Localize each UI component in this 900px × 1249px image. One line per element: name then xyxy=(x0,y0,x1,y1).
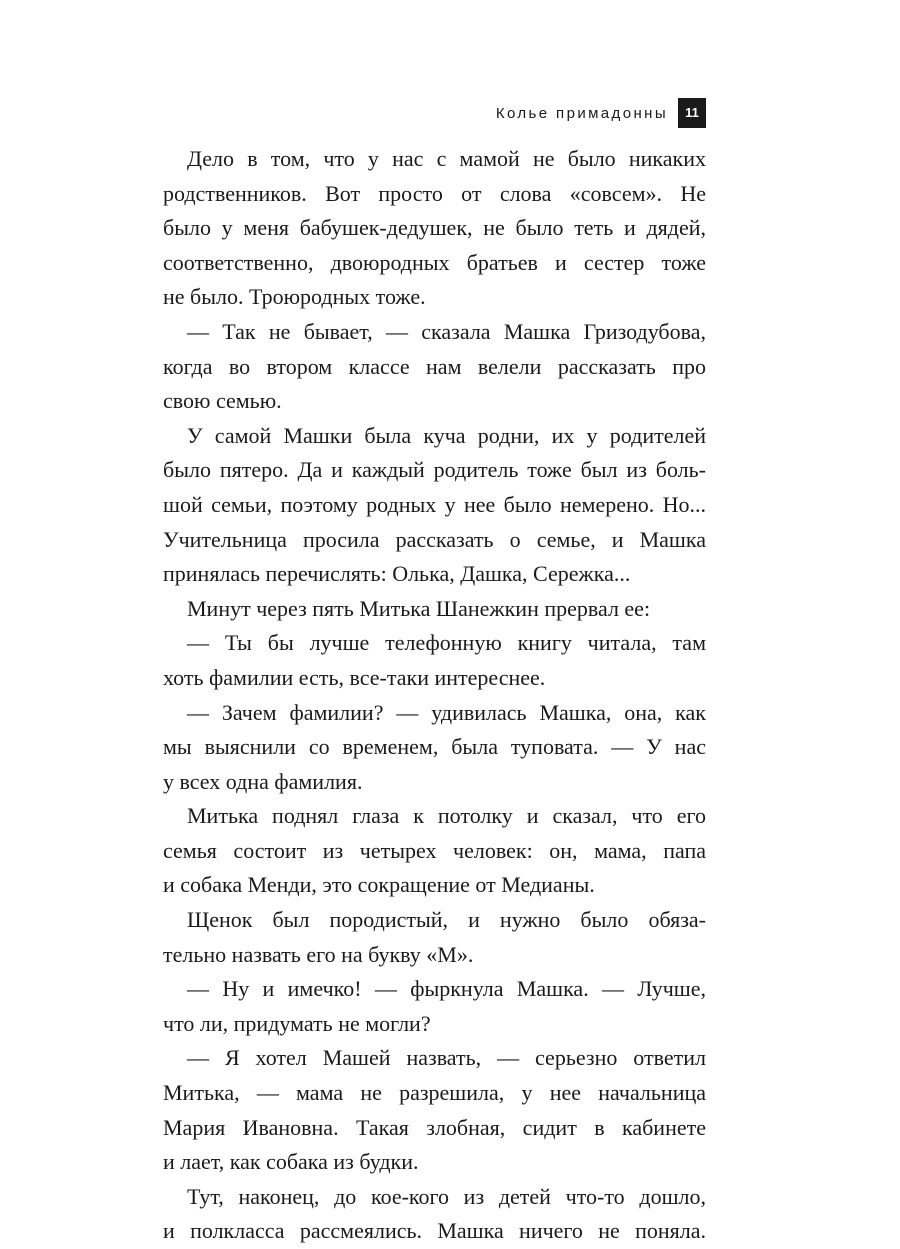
text-line: у всех одна фамилия. xyxy=(163,768,363,794)
body-text xyxy=(163,142,706,1249)
running-title: Колье примадонны xyxy=(495,105,668,122)
text-line: и лает, как собака из будки. xyxy=(163,1149,419,1175)
text-line: Митька поднял глаза к потолку и сказал, что его xyxy=(187,803,706,829)
text-line: — Ну и имечко! — фыркнула Машка. — Лучше, xyxy=(187,976,706,1002)
text-line: — Так не бывает, — сказала Машка Гризодубова, xyxy=(187,318,706,344)
text-line: шой семьи, поэтому родных у нее было немерено. Но... xyxy=(163,491,706,517)
text-line: Митька, — мама не разрешила, у нее начальница xyxy=(163,1080,706,1106)
text-line: Учительница просила рассказать о семье, и Машка xyxy=(163,526,706,552)
page-number: 11 xyxy=(678,98,706,128)
text-line: принялась перечислять: Олька, Дашка, Сережка... xyxy=(163,561,631,587)
text-line: — Зачем фамилии? — удивилась Машка, она, как xyxy=(187,699,706,725)
text-line: Тут, наконец, до кое-кого из детей что-то дошло, xyxy=(187,1183,706,1209)
text-line: было у меня бабушек-дедушек, не было теть и дядей, xyxy=(163,215,706,241)
text-line: У самой Машки была куча родни, их у родителей xyxy=(187,422,706,448)
text-line: родственников. Вот просто от слова «совсем». Не xyxy=(163,180,706,206)
text-line: и полкласса рассмеялись. Машка ничего не поняла. xyxy=(163,1218,706,1244)
running-header xyxy=(160,98,706,130)
text-line: что ли, придумать не могли? xyxy=(163,1010,431,1036)
text-line: соответственно, двоюродных братьев и сестер тоже xyxy=(163,249,706,275)
text-line: хоть фамилии есть, все-таки интереснее. xyxy=(163,664,546,690)
text-line: Щенок был породистый, и нужно было обяза- xyxy=(187,907,706,933)
text-line: — Я хотел Машей назвать, — серьезно ответил xyxy=(187,1045,706,1071)
text-line: тельно назвать его на букву «М». xyxy=(163,941,474,967)
text-line: Минут через пять Митька Шанежкин прервал ее: xyxy=(187,595,651,621)
text-line: — Ты бы лучше телефонную книгу читала, там xyxy=(187,630,706,656)
text-line: не было. Троюродных тоже. xyxy=(163,284,426,310)
text-line: и собака Менди, это сокращение от Медианы. xyxy=(163,872,595,898)
text-line: Дело в том, что у нас с мамой не было никаких xyxy=(187,146,706,171)
text-line: мы выяснили со временем, была туповата. — У нас xyxy=(163,734,706,760)
text-line: когда во втором классе нам велели рассказать про xyxy=(163,353,706,379)
text-line: было пятеро. Да и каждый родитель тоже был из боль- xyxy=(163,457,706,483)
text-line: семья состоит из четырех человек: он, мама, папа xyxy=(163,837,706,863)
text-line: свою семью. xyxy=(163,388,282,414)
text-line: Мария Ивановна. Такая злобная, сидит в кабинете xyxy=(163,1114,706,1140)
